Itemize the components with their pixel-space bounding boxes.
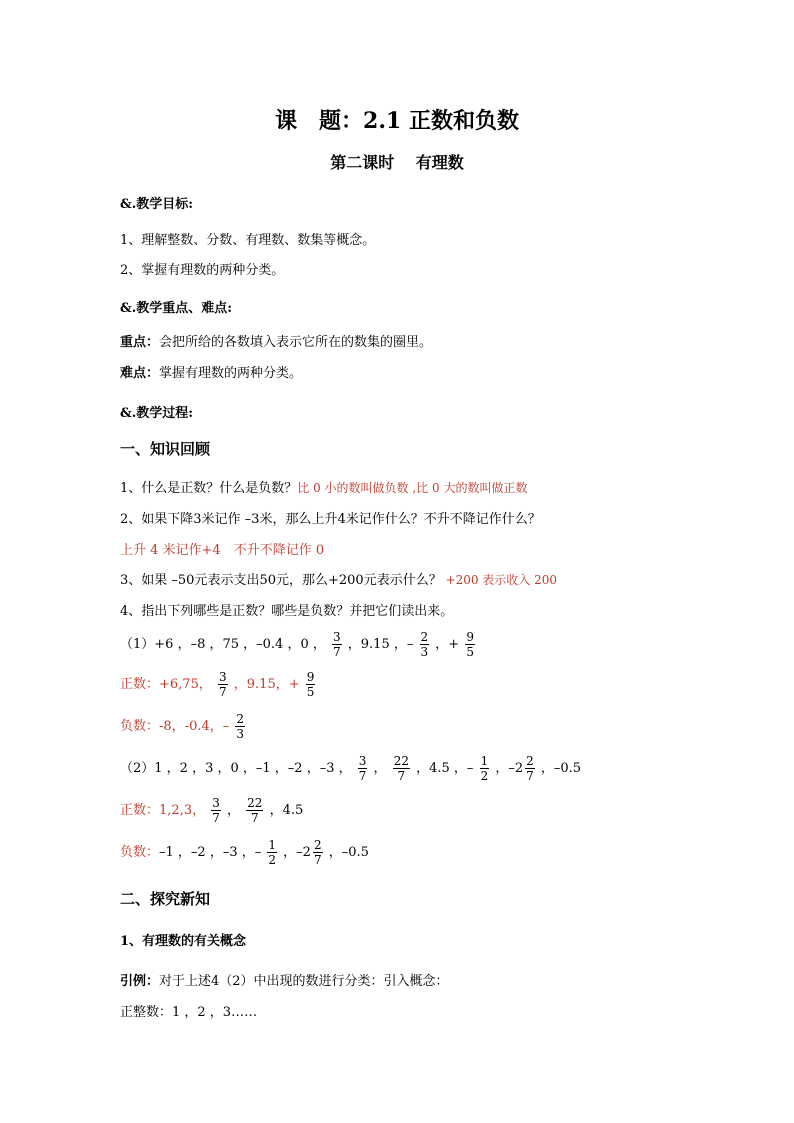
fraction-denominator: 3 [236, 727, 245, 741]
fraction-denominator: 7 [526, 769, 534, 783]
positive-label: 正数： [120, 677, 160, 692]
number-set-2 [120, 754, 754, 783]
fraction [246, 796, 263, 825]
fraction-denominator: 7 [397, 769, 406, 783]
fraction-numerator: 2 [420, 630, 429, 644]
set1-prefix: （1）+6 ，–8 ，75 ，–0.4 ，0 ， [120, 637, 326, 652]
set2-negative-values: –1 ，–2 ，–3 ，– [159, 845, 262, 860]
fraction-numerator: 3 [333, 630, 341, 644]
fraction-denominator: 7 [313, 853, 322, 867]
process-heading: &.教学过程: [120, 406, 194, 421]
set2-positive-values: 1,2,3， [159, 803, 206, 818]
set1-mid1: ，9.15 ，– [347, 637, 414, 652]
q3-answer: +200 表示收入 200 [441, 573, 558, 587]
key-point-line [120, 331, 754, 350]
fraction-denominator: 5 [306, 685, 315, 699]
fraction-numerator: 1 [268, 838, 277, 852]
set2-tail: ，–0.5 [540, 761, 582, 776]
set2-prefix: （2）1 ，2 ，3 ，0 ，–1 ，–2 ，–3 ， [120, 761, 352, 776]
set1-mid2: ，+ [435, 637, 460, 652]
fraction [525, 754, 535, 783]
fraction [218, 670, 228, 699]
explore-heading: 二、探究新知 [120, 890, 211, 908]
fraction [420, 630, 430, 659]
fraction [267, 838, 277, 867]
fraction-numerator: 22 [393, 754, 409, 768]
fraction-denominator: 7 [358, 769, 367, 783]
fraction-numerator: 3 [212, 796, 220, 810]
fraction-numerator: 1 [480, 754, 489, 768]
fraction-numerator: 9 [306, 670, 315, 684]
page-title: 课 题：2.1 正数和负数 [275, 108, 519, 134]
set2-negative-tail: ，–0.5 [328, 845, 369, 860]
fraction-numerator: 2 [526, 754, 534, 768]
fraction-denominator: 2 [480, 769, 489, 783]
fraction-numerator: 2 [313, 838, 322, 852]
fraction-denominator: 7 [219, 685, 227, 699]
goal-item-1: 1、理解整数、分数、有理数、数集等概念。 [120, 233, 376, 248]
set2-mid2: ，–2 [495, 761, 524, 776]
q3-text: 3、如果 –50元表示支出50元，那么+200元表示什么？ [120, 573, 442, 588]
fraction-numerator: 9 [466, 630, 474, 644]
intro-label: 引例： [120, 974, 160, 989]
positive-label: 正数： [120, 803, 160, 818]
fraction [211, 796, 221, 825]
fraction [235, 712, 245, 741]
set2-positive-sep: ， [227, 803, 241, 818]
fraction-numerator: 3 [219, 670, 227, 684]
fraction-numerator: 2 [236, 712, 245, 726]
difficulty-line [120, 362, 754, 381]
fraction [313, 838, 323, 867]
q1-answer: 比 0 小的数叫做负数 ,比 0 大的数叫做正数 [297, 481, 528, 495]
set2-positive-line [120, 796, 754, 825]
review-question-3 [120, 569, 754, 588]
review-answer-2: 上升 4 米记作+4 不升不降记作 0 [120, 543, 325, 558]
set1-negative-values: -8，-0.4，– [159, 719, 230, 734]
set2-positive-tail: ，4.5 [269, 803, 304, 818]
set1-negative-line [120, 712, 754, 741]
set2-negative-mid: ，–2 [283, 845, 311, 860]
set1-positive-mid: ，9.15，+ [233, 677, 300, 692]
fraction [332, 630, 342, 659]
review-heading: 一、知识回顾 [120, 440, 211, 458]
fraction-denominator: 7 [212, 811, 220, 825]
q1-text: 1、什么是正数？什么是负数？ [120, 481, 298, 496]
fraction [480, 754, 490, 783]
fraction-numerator: 22 [247, 796, 263, 810]
page-subtitle: 第二课时 有理数 [330, 153, 464, 172]
fraction [465, 630, 475, 659]
set2-mid1: ，4.5 ，– [416, 761, 474, 776]
positive-integers-line: 正整数：1 ，2 ，3…… [120, 1005, 258, 1020]
intro-text: 对于上述4（2）中出现的数进行分类：引入概念： [159, 974, 449, 989]
fraction-denominator: 7 [250, 811, 259, 825]
goals-heading: &.教学目标: [120, 197, 194, 212]
review-question-4: 4、指出下列哪些是正数？哪些是负数？并把它们读出来。 [120, 604, 454, 619]
negative-label: 负数： [120, 719, 160, 734]
goal-item-2: 2、掌握有理数的两种分类。 [120, 263, 285, 278]
intro-line [120, 970, 754, 989]
fraction-denominator: 5 [466, 645, 474, 659]
set1-positive-values: +6,75， [159, 677, 212, 692]
explore-subheading: 1、有理数的有关概念 [120, 934, 247, 949]
review-question-1 [120, 477, 754, 496]
key-label: 重点： [120, 335, 160, 350]
set2-negative-line [120, 838, 754, 867]
number-set-1 [120, 630, 754, 659]
negative-label: 负数： [120, 845, 160, 860]
review-question-2: 2、如果下降3米记作 –3米，那么上升4米记作什么？不升不降记作什么？ [120, 512, 541, 527]
fraction-denominator: 7 [333, 645, 341, 659]
fraction-denominator: 3 [420, 645, 429, 659]
key-text: 会把所给的各数填入表示它所在的数集的圈里。 [159, 335, 433, 350]
keypoints-heading: &.教学重点、难点: [120, 301, 233, 316]
set1-positive-line [120, 670, 754, 699]
set2-sep1: ， [373, 761, 387, 776]
difficulty-label: 难点： [120, 366, 160, 381]
fraction [358, 754, 368, 783]
difficulty-text: 掌握有理数的两种分类。 [159, 366, 303, 381]
fraction-denominator: 2 [268, 853, 277, 867]
fraction-numerator: 3 [358, 754, 367, 768]
fraction [393, 754, 410, 783]
fraction [306, 670, 316, 699]
